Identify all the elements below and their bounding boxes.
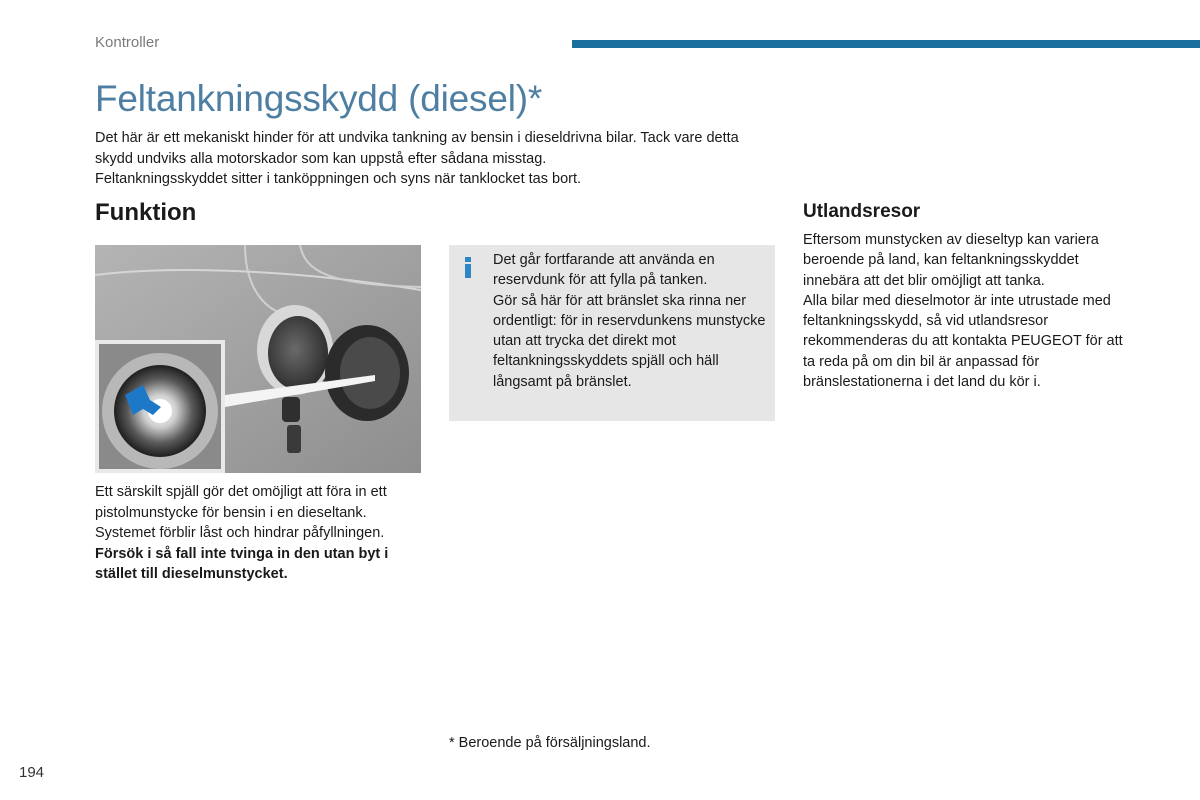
info-icon [465, 257, 473, 276]
utlandsresor-paragraph: Eftersom munstycken av dieseltyp kan variera beroende på land, kan feltankningsskyddet innebära att det blir omöjligt att tanka. [803, 232, 1099, 289]
intro-text [95, 128, 775, 190]
info-line: Gör så här för att bränslet ska rinna ner ordentligt: för in reservdunkens munstycke utan att trycka det direkt mot feltankningsskyddets spjäll och häll långsamt på bränslet. [493, 292, 766, 390]
fuel-cap-illustration [95, 245, 421, 473]
page-number: 194 [19, 764, 45, 781]
intro-paragraph: Det här är ett mekaniskt hinder för att undvika tankning av bensin i dieseldrivna bilar. Tack vare detta skydd undviks alla motorskador som kan uppstå efter sådana misstag. [95, 130, 739, 167]
funktion-heading: Funktion [95, 199, 197, 226]
caption-line: Systemet förblir låst och hindrar påfyllningen. [95, 525, 385, 541]
funktion-caption [95, 482, 420, 585]
fuel-filler-image [95, 245, 421, 473]
section-label: Kontroller [95, 34, 160, 51]
caption-line: Ett särskilt spjäll gör det omöjligt att föra in ett pistolmunstycke för bensin i en dieseltank. [95, 484, 387, 521]
utlandsresor-paragraph: Alla bilar med dieselmotor är inte utrustade med feltankningsskydd, så vid utlandsresor rekommenderas du att kontakta PEUGEOT för att ta reda på om din bil är anpassad för bränslestationerna i det land du kör i. [803, 292, 1123, 391]
footnote: * Beroende på försäljningsland. [449, 735, 651, 751]
info-box [449, 245, 775, 421]
header-accent-bar [572, 40, 1200, 48]
caption-warning: Försök i så fall inte tvinga in den utan byt i stället till dieselmunstycket. [95, 545, 389, 582]
intro-paragraph: Feltankningsskyddet sitter i tanköppningen och syns när tanklocket tas bort. [95, 171, 582, 187]
utlandsresor-heading: Utlandsresor [803, 201, 921, 222]
utlandsresor-text [803, 230, 1123, 392]
info-text [493, 250, 773, 392]
page-title: Feltankningsskydd (diesel)* [95, 78, 543, 119]
info-line: Det går fortfarande att använda en reservdunk för att fylla på tanken. [493, 252, 715, 289]
